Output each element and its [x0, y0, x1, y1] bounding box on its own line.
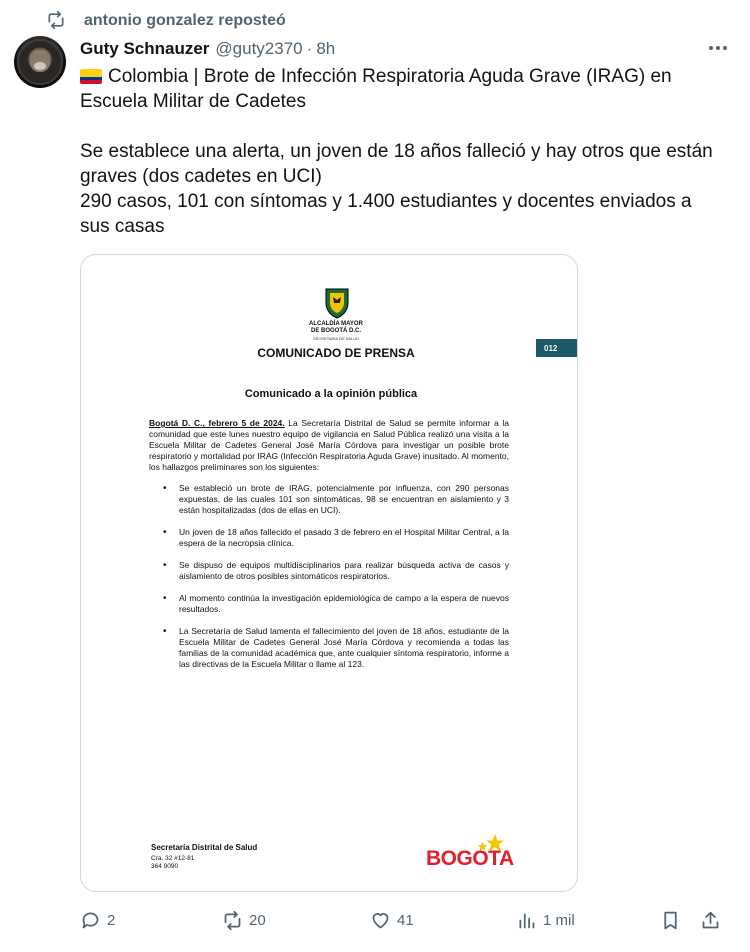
bookmark-button[interactable]	[660, 906, 681, 934]
footer-org: Secretaría Distrital de Salud	[151, 843, 258, 852]
heart-icon	[370, 910, 391, 931]
document-intro: Bogotá D. C., febrero 5 de 2024. La Secretaría Distrital de Salud se permite informar a la comunidad que este lunes nuestro equipo de vigilancia en Salud Pública realizó una visita a la Escuela Militar de Cadetes General José María Córdova para investigar un posible brote respiratorio y mortalidad por IRAG (Infección Respiratoria Aguda Grave) inusitado. Al momento, los hallazgos preliminares son los siguientes:	[149, 418, 509, 472]
list-item: • Al momento continúa la investigación epidemiológica de campo a la espera de nuevos resultados.	[149, 593, 509, 615]
tweet-paragraph-3: 290 casos, 101 con síntomas y 1.400 estudiantes y docentes enviados a sus casas	[80, 191, 692, 237]
list-item: • Se dispuso de equipos multidisciplinarios para realizar búsqueda activa de casos y aislamiento de otros posibles sintomáticos respiratorios.	[149, 560, 509, 582]
author-handle[interactable]: @guty2370	[215, 39, 303, 58]
star-icon	[485, 833, 505, 853]
repost-icon	[222, 910, 243, 931]
more-options-icon[interactable]	[706, 38, 730, 58]
star-icon	[477, 841, 488, 852]
document-date: Bogotá D. C., febrero 5 de 2024.	[149, 418, 285, 428]
like-count: 41	[397, 911, 414, 929]
alcaldia-line-1: ALCALDÍA MAYOR	[309, 321, 363, 327]
views-icon	[516, 910, 537, 931]
tweet-actions	[80, 906, 724, 934]
reply-icon	[80, 910, 101, 931]
like-button[interactable]	[370, 906, 414, 934]
avatar[interactable]	[14, 36, 66, 88]
author-name[interactable]: Guty Schnauzer	[80, 39, 210, 58]
separator: ·	[306, 39, 313, 58]
repost-text[interactable]: antonio gonzalez reposteó	[84, 12, 286, 29]
tweet-paragraph-2: Se establece una alerta, un joven de 18 años falleció y hay otros que están graves (dos cadetes en UCI)	[80, 141, 713, 187]
tweet-paragraph-1: Colombia | Brote de Infección Respiratoria Aguda Grave (IRAG) en Escuela Militar de Cadetes	[80, 66, 672, 112]
views-count: 1 mil	[543, 911, 575, 929]
press-release-document	[81, 255, 577, 891]
colombia-flag-icon	[80, 69, 102, 84]
repost-icon	[46, 10, 66, 35]
reply-count: 2	[107, 911, 116, 929]
repost-count: 20	[249, 911, 266, 929]
repost-indicator	[46, 10, 286, 34]
document-subtitle: Comunicado a la opinión pública	[244, 388, 418, 400]
tweet-text	[80, 64, 720, 239]
reply-button[interactable]	[80, 906, 115, 934]
tweet-header	[80, 36, 730, 62]
views-button[interactable]	[516, 906, 575, 934]
press-release-header: COMUNICADO DE PRENSA	[257, 346, 415, 360]
bogota-crest-icon	[323, 287, 351, 319]
timestamp[interactable]: 8h	[316, 39, 336, 58]
bookmark-icon	[660, 910, 681, 931]
document-bullets	[149, 483, 509, 681]
press-release-number: 012	[536, 339, 578, 357]
share-icon	[700, 910, 721, 931]
share-button[interactable]	[700, 906, 721, 934]
list-item: • La Secretaría de Salud lamenta el fallecimiento del joven de 18 años, estudiante de la Escuela Militar de Cadetes General José María Córdova y recomienda a todas las familias de la comunidad académica que, ante cualquier síntoma respiratorio, informe a las directivas de la Escuela Militar o llame al 123.	[149, 626, 509, 670]
list-item: • Se estableció un brote de IRAG, potencialmente por influenza, con 290 personas expuestas, de las cuales 101 son sintomáticas, 98 se encuentran en aislamiento y 3 están hospitalizadas (dos de ellas en UCI).	[149, 483, 509, 516]
media-image[interactable]	[80, 254, 578, 892]
list-item: • Un joven de 18 años fallecido el pasado 3 de febrero en el Hospital Militar Central, a la espera de la necropsia clínica.	[149, 527, 509, 549]
alcaldia-line-2: DE BOGOTÁ D.C.	[310, 328, 361, 334]
repost-button[interactable]	[222, 906, 266, 934]
alcaldia-line-3: SECRETARÍA DE SALUD	[312, 336, 360, 341]
footer-address: Cra. 32 #12-81 364 9090	[151, 855, 195, 870]
bogota-logo: BOGOTA	[426, 847, 514, 870]
